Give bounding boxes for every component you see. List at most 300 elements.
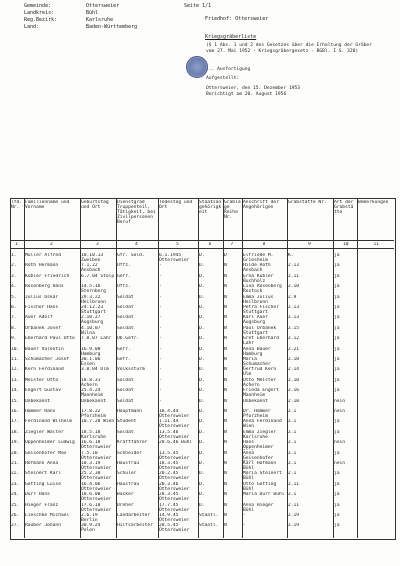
table-cell: N (224, 409, 227, 414)
table-cell: 18.5.18 Karlsruhe (81, 429, 106, 440)
table-cell: N (224, 325, 227, 331)
table-cell: D. (199, 346, 205, 352)
table-cell: D. (199, 409, 205, 414)
table-cell: ja (334, 481, 340, 487)
table-cell: Kübler Friedrich (25, 273, 70, 279)
table-cell: Z.10 (288, 284, 300, 290)
table-cell: N (224, 523, 227, 529)
header-left-label: Land: (24, 24, 40, 30)
table-cell: D. (199, 377, 205, 383)
column-number: 11 (373, 242, 380, 247)
table-cell: ja (334, 284, 340, 290)
table-cell: 24. (11, 492, 20, 498)
table-cell: ja (334, 294, 340, 300)
column-number: 8 (262, 242, 266, 247)
table-cell: 15. (11, 398, 20, 404)
table-cell: Gertrud Kern Ulm (243, 367, 277, 378)
table-cell: Landarbeiter (117, 513, 151, 518)
header-left-value: Bühl (86, 10, 99, 16)
table-cell: Gfr. Sold. (117, 253, 145, 258)
table-cell: 28.5.45 Ottersweier (159, 523, 190, 534)
table-cell: Gefr. (117, 357, 131, 362)
table-cell: Schumacher Josef (25, 357, 70, 362)
table-cell: D. (199, 284, 205, 290)
table-cell: N (224, 346, 227, 352)
table-cell: 3.8.04 Ulm (81, 367, 109, 373)
table-cell: 6.1.1945 Ottersweier (159, 253, 190, 263)
table-cell: Unbekannt (25, 398, 50, 404)
table-cell: ja (334, 377, 340, 383)
table-cell: N (224, 377, 227, 383)
column-number: 9 (308, 242, 311, 247)
table-cell: 18.6.08 Ottersweier (81, 492, 112, 503)
table-cell: 16. (11, 409, 20, 414)
table-cell: - (159, 294, 162, 300)
table-cell: - (159, 263, 162, 269)
table-cell: N (224, 273, 227, 279)
table-cell: Fischer Hans (25, 305, 59, 310)
table-cell: D (224, 253, 227, 258)
table-cell: Soldat (117, 315, 134, 321)
table-cell: Z.1 (288, 492, 297, 498)
table-cell: 3. (11, 273, 17, 279)
table-cell: 1.11.44 Ottersweier (159, 419, 190, 430)
table-cell: 1. (11, 253, 17, 258)
table-cell: ja (334, 336, 340, 342)
table-cell: Z.10 (288, 398, 300, 404)
table-cell: 7.8.07 Lahr (81, 336, 112, 342)
table-cell: Z.1 (288, 450, 297, 456)
column-divider (357, 198, 358, 538)
table-cell: Z.11 (288, 273, 300, 279)
table-cell: 16.6.18 Ottersweier (81, 440, 112, 451)
table-cell: 5. (11, 294, 17, 300)
table-cell: Z.1 (288, 429, 297, 435)
table-cell: 28.3.45 Ottersweier (159, 492, 190, 503)
table-cell: ja (334, 419, 340, 425)
table-cell: K. (288, 253, 294, 258)
table-cell: N (224, 513, 227, 518)
table-cell: N (224, 284, 227, 290)
table-cell: 16.9.08 Hamburg (81, 346, 101, 357)
table-cell: Geisenhofer Max (25, 450, 67, 456)
table-cell: Anna Ferdinand Wien (243, 419, 282, 430)
table-cell: Elfriede M. Griesheim (243, 253, 274, 263)
table-cell: Gefr. (117, 346, 131, 352)
table-cell: D. (199, 450, 205, 456)
table-cell: Z.1 (288, 419, 297, 425)
table-cell: Z.11 (288, 502, 300, 508)
table-cell: Kraftfahrer (117, 440, 148, 446)
table-cell: Z.19 (288, 523, 300, 529)
table-cell: Z.10 (288, 377, 300, 383)
column-header: Art der Grabstätte (334, 200, 354, 215)
table-cell: Gret Eberhard Lahr (243, 336, 279, 347)
list-title: Kriegsgräberliste (205, 34, 257, 40)
table-cell: ja (334, 513, 340, 518)
table-cell: 25.2.38 Ottersweier (81, 471, 112, 482)
header-divider (10, 240, 394, 241)
table-cell: N (224, 315, 227, 321)
table-cell: Maria Dürr Bühl (243, 492, 285, 498)
table-cell: Uffz. (117, 284, 131, 290)
table-cell: D. (199, 440, 205, 446)
table-cell: Hauptmann (117, 409, 142, 414)
table-cell: Z.1 (288, 409, 297, 414)
table-cell: N (224, 357, 227, 362)
column-header: Geburtstag und Ort (81, 200, 109, 210)
table-cell: 11. (11, 357, 20, 362)
header-left-value: Karlsruhe (86, 17, 114, 23)
table-cell: Ferdinand Wilhelm (25, 419, 73, 425)
table-cell: 14.9.45 Ottersweier (159, 513, 190, 523)
table-cell: 13.5.45 Ottersweier (159, 450, 190, 461)
table-cell: Lieschke Michael (25, 513, 70, 518)
table-cell: D. (199, 461, 205, 466)
table-cell: Hammer Hans (25, 409, 56, 414)
table-cell: N (224, 461, 227, 466)
table-cell: Hilfsarbeiter (117, 523, 153, 529)
table-cell: N (224, 294, 227, 300)
header-left-value: Baden-Württemberg (86, 24, 138, 30)
table-cell: Ziegler Walter (25, 429, 64, 435)
table-cell: Soldat (117, 305, 134, 310)
table-cell: N (224, 336, 227, 342)
table-cell: Z.21 (288, 346, 300, 352)
column-header: Grablage Reihe Nr. (224, 200, 241, 220)
table-cell: Anna Geisenhofer (243, 450, 274, 461)
table-cell: D. (199, 388, 205, 394)
table-cell: 18.3.45 Ottersweier (159, 461, 190, 471)
table-cell: Z.13 (288, 263, 300, 269)
table-cell: 16.4.06 Ottersweier (81, 481, 112, 492)
table-cell: ja (334, 388, 340, 394)
table-cell: 7.1.22 Ansbach (81, 263, 101, 274)
table-cell: 24.12.23 Stuttgart (81, 305, 106, 315)
table-cell: D. (199, 419, 205, 425)
table-cell: Anna Bauer Hamburg (243, 346, 271, 357)
table-cell: D. (199, 429, 205, 435)
table-cell: 10.7.28 Wien (81, 419, 115, 425)
table-cell: Emma Ziegler Karlsruhe (243, 429, 277, 440)
table-cell: N (224, 388, 227, 394)
table-cell: 20.3.46 Ottersweier (159, 481, 190, 492)
table-cell: Dürr Hans (25, 492, 50, 498)
table-cell: Z.14 (288, 367, 300, 373)
table-cell: Julius Oskar (25, 294, 59, 300)
table-cell: N (224, 305, 227, 310)
table-cell: 18.4.44 Ottersweier (159, 409, 190, 419)
table-cell: Z.1 (288, 440, 297, 446)
header-text-line: (§ 1 Abs. 1 und 2 des Gesetzes über die Erhaltung der Gräber (206, 43, 372, 48)
table-cell: nein (334, 440, 346, 446)
table-cell: - (243, 513, 246, 518)
table-cell: - (159, 273, 162, 279)
table-cell: Frieda Engert Mannheim (243, 388, 279, 399)
table-cell: 27. (11, 523, 20, 529)
table-cell: N (224, 429, 227, 435)
table-cell: Meister Otto (25, 377, 59, 383)
column-header: Todestag und Ort (159, 200, 193, 210)
table-cell: - (159, 367, 162, 373)
table-cell: 8. (11, 325, 17, 331)
table-cell: 17.8.22 Pforzheim (81, 409, 106, 419)
table-cell: Z.16 (288, 388, 300, 394)
table-cell: Soldat (117, 377, 134, 383)
table-cell: Ob.Gefr. (117, 336, 140, 342)
table-cell: Lina Rosenberg Rostock (243, 284, 282, 295)
table-cell: nein (334, 461, 346, 466)
table-cell: - (159, 305, 162, 310)
table-cell: 9. (11, 336, 17, 342)
table-cell: Paul Urbanek Stuttgart (243, 325, 277, 336)
table-cell: 20. (11, 450, 20, 456)
table-cell: Schneider (117, 450, 142, 456)
table-cell: Z.1 (288, 461, 297, 466)
table-cell: 10.3.19 Ottersweier (81, 461, 112, 471)
table-cell: Maria Schumacher (243, 357, 271, 367)
table-cell: Soldat (117, 325, 134, 331)
table-cell: N (224, 471, 227, 477)
table-cell: - (159, 284, 162, 290)
column-header: Staatsangehörigkeit (199, 200, 222, 215)
table-cell: 30.1.06 Essen (81, 357, 101, 367)
table-cell: Bäcker (117, 492, 134, 498)
column-header: Bemerkungen (358, 200, 389, 205)
table-cell: Rauber Johann (25, 523, 61, 529)
table-cell: Urbanek Josef (25, 325, 61, 331)
table-cell: D. (199, 502, 205, 508)
table-cell: 14.5.16 Sternberg (81, 284, 106, 295)
table-cell: Soldat (117, 294, 134, 300)
table-cell: 4. (11, 284, 17, 290)
table-cell: 10.10.13 Zweiben (81, 253, 104, 263)
column-number: 1 (15, 242, 18, 247)
table-cell: Hofmann Anna (25, 461, 59, 466)
table-cell: 13. (11, 377, 20, 383)
table-cell: Kern Ferdinand (25, 367, 64, 373)
table-cell: Unbekannt (81, 398, 106, 404)
table-cell: Otto Götting Bühl (243, 481, 277, 492)
official-seal (186, 56, 208, 78)
table-cell: Engert Gustav (25, 388, 61, 394)
table-cell: N (224, 367, 227, 373)
column-header: Grabstätte Nr. (288, 200, 327, 205)
table-cell: ja (334, 502, 340, 508)
header-left-label: Gemeinde: (24, 3, 52, 9)
column-number: 3 (96, 242, 99, 247)
table-cell: Schüler (117, 471, 137, 477)
table-cell: 2. (11, 263, 17, 269)
table-cell: Bauer Valentin (25, 346, 64, 352)
table-cell: D. (199, 357, 205, 362)
table-cell: N (224, 502, 227, 508)
header-text-line: ... Ausfertigung (206, 67, 251, 72)
column-number: 6 (208, 242, 212, 247)
table-cell: Dr. Hammer Pforzheim (243, 409, 271, 419)
column-header: Familienname und Vorname (25, 200, 70, 210)
table-cell: 17.6.18 Ottersweier (81, 502, 112, 513)
table-cell: 12. (11, 367, 20, 373)
table-cell: Unbekannt (243, 398, 268, 404)
table-cell: ja (334, 315, 340, 321)
table-cell: - (159, 346, 162, 352)
table-cell: D. (199, 325, 205, 331)
table-cell: Soldat (117, 429, 134, 435)
table-cell: 4.10.07 Wilna (81, 325, 101, 336)
column-header: lfd. Nr. (11, 200, 23, 210)
table-cell: 6. (11, 305, 17, 310)
table-cell: 2.6.19 Berlin (81, 513, 98, 523)
table-cell: Hans Oppenheimer (243, 440, 274, 451)
table-cell: D. (199, 367, 205, 373)
table-cell: ja (334, 357, 340, 362)
table-cell: N (224, 263, 227, 269)
table-cell: 10. (11, 346, 20, 352)
table-cell: ja (334, 492, 340, 498)
table-cell: Student (117, 419, 137, 425)
table-cell: Hieger Franz (25, 502, 59, 508)
table-cell: Uffz. (117, 263, 131, 269)
header-left-value: Ottersweier (86, 3, 120, 9)
table-cell: Soldat (117, 388, 134, 394)
table-cell: Petra Fischer Stuttgart (243, 305, 279, 315)
table-cell: Z.12 (288, 336, 300, 342)
table-cell: N (224, 492, 227, 498)
table-cell: Steinert Karl (25, 471, 61, 477)
table-cell: Dreher (117, 502, 134, 508)
table-cell: Oppenheimer Ludwig (25, 440, 75, 446)
table-cell: ja (334, 429, 340, 435)
table-cell: Eberhard Paul Otto (25, 336, 75, 342)
table-cell: nein (334, 398, 346, 404)
table-cell: D. (199, 315, 205, 321)
table-cell: Maria Steinert Bühl (243, 471, 282, 482)
table-cell: Z.10 (288, 357, 300, 362)
table-cell: 28.6.46 Bühl (159, 440, 193, 446)
header-text-line: Ottersweier, den 15. Dezember 1953 (206, 86, 301, 91)
table-cell: ja (334, 346, 340, 352)
table-cell: Volkssturm (117, 367, 145, 373)
table-cell: Staatl. (199, 523, 219, 529)
cemetery-label: Friedhof: Ottersweier (205, 16, 269, 22)
table-cell: D. (199, 398, 205, 404)
header-text-line: Berichtigt am 20. August 1956 (206, 92, 287, 97)
column-header: Anschrift der Angehörigen (243, 200, 279, 210)
table-cell: Auer Adolf (25, 315, 53, 321)
table-cell: ja (334, 253, 340, 258)
number-row-divider (10, 248, 394, 249)
table-cell: Rosenberg Hans (25, 284, 64, 290)
table-cell: Z.13 (288, 305, 300, 310)
table-cell: 6.7.04 Stolp (81, 273, 115, 279)
column-number: 2 (50, 242, 53, 247)
column-number: 7 (230, 242, 234, 247)
table-cell: - (159, 357, 162, 362)
table-cell: Soldat (117, 398, 134, 404)
column-number: 10 (343, 242, 349, 247)
table-cell: D. (199, 273, 205, 279)
table-cell: Hilde Roth Ansbach (243, 263, 271, 274)
table-cell: 20.2.45 Ottersweier (159, 471, 190, 482)
table-cell: N (224, 450, 227, 456)
table-cell: Roth Hermann (25, 263, 59, 269)
table-cell: D. (199, 336, 205, 342)
table-cell: Gefr. (117, 273, 131, 279)
table-cell: ja (334, 305, 340, 310)
header-text-line: vom 27. Mai 1952 - Kriegsgräbergesetz - BGBl. I S. 320) (206, 49, 359, 54)
table-cell: 14. (11, 388, 20, 394)
column-header: Dienstgrad Truppenteil, Tätigkeit, bei Zivilpersonen Beruf (117, 200, 156, 225)
column-number: 5 (176, 242, 179, 247)
table-cell: Z.19 (288, 513, 300, 518)
table-cell: 17.7.45 Ottersweier (159, 502, 190, 513)
table-cell: D. (199, 305, 205, 310)
table-cell: ja (334, 273, 340, 279)
table-cell: Otto Meister Achern (243, 377, 277, 388)
table-cell: D. (199, 253, 205, 258)
table-cell: N (224, 398, 227, 404)
table-cell: D. (199, 263, 205, 269)
table-cell: 21. (11, 461, 20, 466)
table-cell: N (224, 419, 227, 425)
table-cell: D. (199, 294, 205, 300)
table-cell: - (243, 523, 246, 529)
table-cell: Staatl. (199, 513, 219, 518)
header-left-label: Reg.Bezirk: (24, 17, 58, 23)
table-cell: N (224, 481, 227, 487)
table-cell: 7.5.10 Ottersweier (81, 450, 112, 461)
table-cell: 18.8.31 Achern (81, 377, 101, 388)
table-cell: Anna Hieger Bühl (243, 502, 274, 513)
table-cell: ja (334, 471, 340, 477)
table-cell: Emma Julius Heilbronn (243, 294, 274, 305)
table-cell: D. (199, 471, 205, 477)
table-cell: Karl Auer Augsburg (243, 315, 268, 326)
table-cell: 29.3.22 Heilbronn (81, 294, 106, 305)
column-number: 4 (135, 242, 138, 247)
header-text-line: Aufgestellt: (206, 76, 240, 81)
table-cell: 22. (11, 471, 20, 477)
table-cell: ja (334, 263, 340, 269)
header-left-label: Landkreis: (24, 10, 55, 16)
table-cell: 7. (11, 315, 17, 321)
table-cell: 23. (11, 481, 20, 487)
table-cell: D. (199, 492, 205, 498)
table-cell: - (159, 315, 162, 321)
page-number: Seite 1/1 (184, 3, 212, 9)
table-cell: Z.13 (288, 315, 300, 321)
table-cell: Götting Luise (25, 481, 61, 487)
table-cell: Z.11 (288, 481, 300, 487)
table-cell: - (159, 325, 162, 331)
table-cell: 25.4.24 Mannheim (81, 388, 104, 399)
table-cell: - (159, 388, 162, 394)
table-cell: ja (334, 523, 340, 529)
table-cell: ja (334, 325, 340, 331)
table-cell: 30.9.24 Polen (81, 523, 101, 534)
table-cell: Z.1 (288, 471, 297, 477)
table-cell: Muller Alfred (25, 253, 61, 258)
table-cell: Z.15 (288, 325, 300, 331)
table-cell: ja (334, 367, 340, 373)
table-cell: Karl Hofmann Bühl (243, 461, 277, 471)
table-cell: D. (199, 481, 205, 487)
table-cell: - (159, 336, 162, 342)
table-cell: 25. (11, 502, 20, 508)
table-cell: 18. (11, 429, 20, 435)
table-cell: Z.9 (288, 294, 297, 300)
